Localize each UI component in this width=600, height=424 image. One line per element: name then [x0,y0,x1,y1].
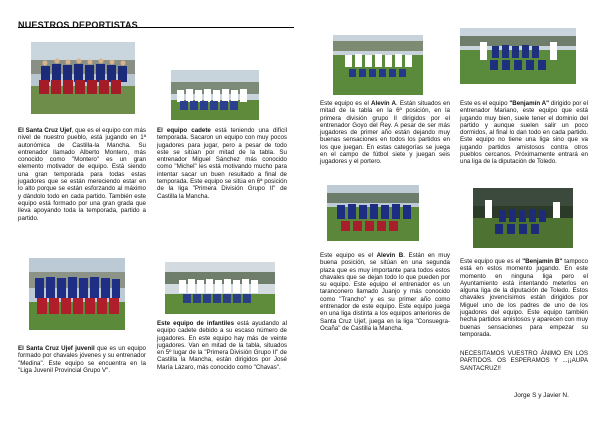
text-benjamin-a-intro: Este es el equipo [460,100,510,107]
right-page [300,0,600,424]
team-photo-benjamin-a [460,28,576,84]
team-name-senior: El Santa Cruz Ujef [18,127,72,134]
text-alevin-a-intro: Este equipo es el [320,100,372,107]
text-alevin-b: . Están en muy buena posición, se sitúan en una segunda plaza que es muy importante para todos estos chavales que se dejan todo lo que pueden por su equipo. Este equipo el entrenador es un taranconero llamado Juanjo y más conocido como "Trancho" y es su primer año como entrenador de este equipo. Este equipo juega en una liga distinta a los equipos anteriores de Santa Cruz Ujef, juega en la liga "Consuegra-Ocaña" de Castilla la Mancha. [320,252,450,332]
article-infantiles [157,320,287,371]
text-juvenil: que es un equipo formado por chavales jóvenes y su entrenador "Medina". Este equipo se encuentra en la "Liga Juvenil Provincial Grupo V". [18,345,146,374]
team-photo-juvenil [29,258,125,330]
team-photo-alevin-a [333,35,423,95]
article-senior [18,127,146,222]
text-senior: , que es el equipo con más nivel de nuestro pueblo, está jugando en 1ª autonómica de Castilla-la Mancha. Su entrenador llamado Alberto Montero, más conocido como "Montero" es un gran elemento motivador de equipo. Está siendo una gran temporada para todas estas jugadores que se están mereciendo estar en lo alto porque se están esforzando al máximo y dándolo todo en cada partido. También este equipo está formado por una gran grada que lleva apoyando toda la temporada, partido a partido. [18,127,146,222]
team-photo-alevin-b [327,185,419,241]
text-cadete: está teniendo una difícil temporada. Sacaron un equipo con muy pocos jugadores para jugar, pero a pesar de todo este se sitúan por mitad de la tabla. Su entrenador Miguel Sánchez más conocido como "Michel" les está motivando mucho para intentar sacar un buen resultado a final de temporada. Este equipo se sitúa en 6ª posición de la liga "Primera División Grupo II" de Castilla la Mancha. [157,127,288,200]
article-benjamin-a [460,100,588,166]
section-title: NUESTROS DEPORTISTAS [18,20,138,30]
team-photo-infantiles [165,262,275,314]
text-alevin-b-intro: Este equipo es el [320,252,377,259]
author-signature: Jorge S y Javier N. [514,392,569,399]
team-name-infantiles: Este equipo de infantiles [157,320,235,327]
team-photo-benjamin-b [473,188,573,248]
team-name-benjamin-a: "Benjamín A" [509,100,550,107]
text-benjamin-a: dirigido por el entrenador Mariano, este equipo que está jugando muy bien, suele tener el dominio del partido y aunque suelen salir un poco dormidos, al final lo dan todo en cada partido. Este equipo no tiene una liga sino que va jugando partidos amistosos contra otros pueblos cercanos. Próximamente entrará en una liga de la diputación de Toledo. [460,100,588,166]
team-photo-cadete [171,70,259,120]
text-alevin-a: . Están situados en mitad de la tabla en la 6ª posición, en la primera división grupo II dirigidos por el entrenador Goyo del Rey. A pesar de ser más jugadores de primer año están dejando muy buenas sensaciones en todos los partidos en los que juegan. En estas categorías se juega en el campo de fútbol siete y juegan seis jugadores y el portero. [320,100,450,166]
team-photo-senior [31,42,135,114]
team-name-alevin-b: Alevín B [376,252,404,259]
text-infantiles: está ayudando al equipo cadete debido a su escaso número de jugadores. En este equipo hay más de veinte jugadores. Van en mitad de la tabla, situados en 5º lugar de la "Primera División Grupo II" de Castilla la Mancha, están dirigidos por José María Lázaro, más conocido como "Chavas". [157,320,287,371]
article-alevin-b [320,252,450,332]
team-name-alevin-a: Alevín A [371,100,396,107]
text-benjamin-b: tampoco está en estos momento jugando. En este momento en ninguna liga pero el Ayuntamiento está intentando meterlos en alguna liga de la diputación de Toledo. Estos chavales jovencísimos están dirigidos por Miguel uno de los padres de uno de los jugadores del equipo. Este equipo también hecha partidos amistosos y aparecen con muy buenas sensaciones para empezar su temporada. [460,258,589,338]
team-name-benjamin-b: "Benjamín B" [522,258,563,265]
team-name-cadete: El equipo cadete [157,127,211,134]
section-header [18,15,294,28]
article-benjamin-b [460,258,588,338]
text-benjamin-b-intro: Este equipo que es el [460,258,523,265]
closing-message: NECESITAMOS VUESTRO ÁNIMO EN LOS PARTIDOS. OS ESPERAMOS Y ...¡¡AUPA SANTACRUZ!! [460,350,588,372]
article-juvenil [18,345,146,374]
article-alevin-a [320,100,450,166]
team-name-juvenil: El Santa Cruz Ujef juvenil [18,345,95,352]
article-cadete [157,127,287,200]
